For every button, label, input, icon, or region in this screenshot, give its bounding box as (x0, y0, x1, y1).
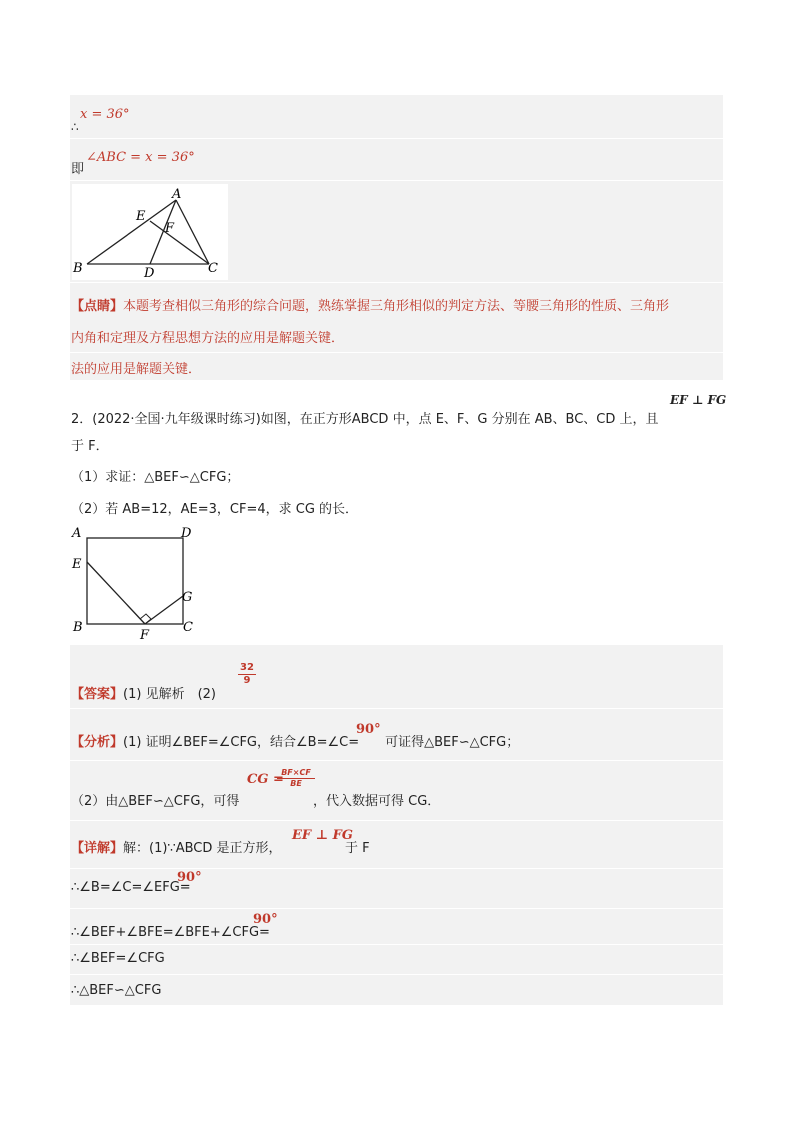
equation-x: x = 36° (80, 107, 130, 122)
problem2-stem-line1: 2．(2022·全国·九年级课时练习)如图，在正方形ABCD 中，点 E、F、G 分别在 AB、BC、CD 上，且 (71, 412, 659, 427)
detail-line-3: ∴∠BEF+∠BFE=∠BFE+∠CFG= (71, 925, 270, 940)
label-B: B (73, 620, 83, 635)
separator (70, 180, 723, 181)
dianjing-text-1: 本题考查相似三角形的综合问题，熟练掌握三角形相似的判定方法、等腰三角形的性质、三角形 (123, 299, 670, 314)
separator (70, 820, 723, 821)
detail-text-1a: 解：(1)∵ABCD 是正方形， (123, 841, 282, 856)
label-F: F (140, 628, 150, 642)
analysis-line-2a: （2）由△BEF∽△CFG，可得 (71, 794, 240, 809)
separator (70, 282, 723, 283)
analysis-line-2b: ，代入数据可得 CG． (313, 794, 441, 809)
problem2-stem-math: EF ⊥ FG (670, 393, 727, 407)
separator (70, 138, 723, 139)
label-E: E (72, 557, 82, 572)
separator (70, 944, 723, 945)
separator (70, 708, 723, 709)
dianjing-line-3: 法的应用是解题关键． (71, 362, 202, 377)
label-B: B (73, 261, 83, 276)
label-A: A (72, 526, 82, 541)
analysis-line-1 (71, 731, 519, 750)
fraction-numerator: BF×CF (281, 768, 311, 777)
separator (70, 352, 723, 353)
problem2-stem-line2: 于 F． (71, 439, 109, 454)
detail-sup-90-b: 90° (253, 912, 278, 927)
answer-tag: 【答案】 (71, 687, 124, 702)
detail-sup-90-a: 90° (177, 870, 202, 885)
separator (70, 974, 723, 975)
label-E: E (136, 209, 146, 224)
detail-line-5: ∴△BEF∽△CFG (71, 983, 162, 998)
label-D: D (181, 526, 192, 541)
detail-tag: 【详解】 (71, 841, 124, 856)
separator (70, 908, 723, 909)
analysis-tag: 【分析】 (71, 735, 124, 750)
detail-line-4: ∴∠BEF=∠CFG (71, 951, 165, 966)
answer-text: (1) 见解析 (2) (123, 687, 216, 702)
square-figure (70, 524, 200, 642)
problem2-question-2: （2）若 AB=12，AE=3，CF=4，求 CG 的长． (71, 502, 359, 517)
therefore-symbol: ∴ (71, 120, 79, 134)
label-C: C (208, 261, 218, 276)
analysis-text-1b: 可证得△BEF∽△CFG； (385, 735, 520, 750)
detail-line-2: ∴∠B=∠C=∠EFG= (71, 880, 191, 895)
equation-abc: ∠ABC = x = 36° (86, 150, 195, 165)
analysis-sup-90: 90° (356, 722, 381, 737)
label-C: C (183, 620, 193, 635)
label-G: G (182, 590, 193, 605)
separator (70, 868, 723, 869)
fraction-denominator: 9 (243, 675, 251, 686)
detail-math-ef-fg: EF ⊥ FG (292, 828, 354, 843)
detail-line-1 (71, 837, 282, 856)
label-F: F (165, 221, 175, 236)
dianjing-tag: 【点睛】 (71, 299, 124, 314)
answer-fraction (238, 662, 256, 687)
triangle-figure (72, 184, 228, 280)
dianjing-line-1 (71, 295, 669, 314)
separator (70, 760, 723, 761)
fraction-numerator: 32 (240, 662, 254, 673)
label-A: A (172, 187, 182, 202)
dianjing-line-2: 内角和定理及方程思想方法的应用是解题关键． (71, 331, 345, 346)
ji-label: 即 (71, 162, 85, 177)
fraction-denominator: BE (290, 779, 302, 788)
label-D: D (144, 266, 155, 280)
analysis-text-1a: (1) 证明∠BEF=∠CFG，结合∠B=∠C= (123, 735, 360, 750)
analysis-fraction (277, 768, 315, 789)
problem2-question-1: （1）求证：△BEF∽△CFG； (71, 470, 240, 485)
analysis-cg-lhs: CG = (247, 772, 284, 787)
detail-text-1b: 于 F (345, 841, 370, 856)
answer-line (71, 683, 216, 702)
